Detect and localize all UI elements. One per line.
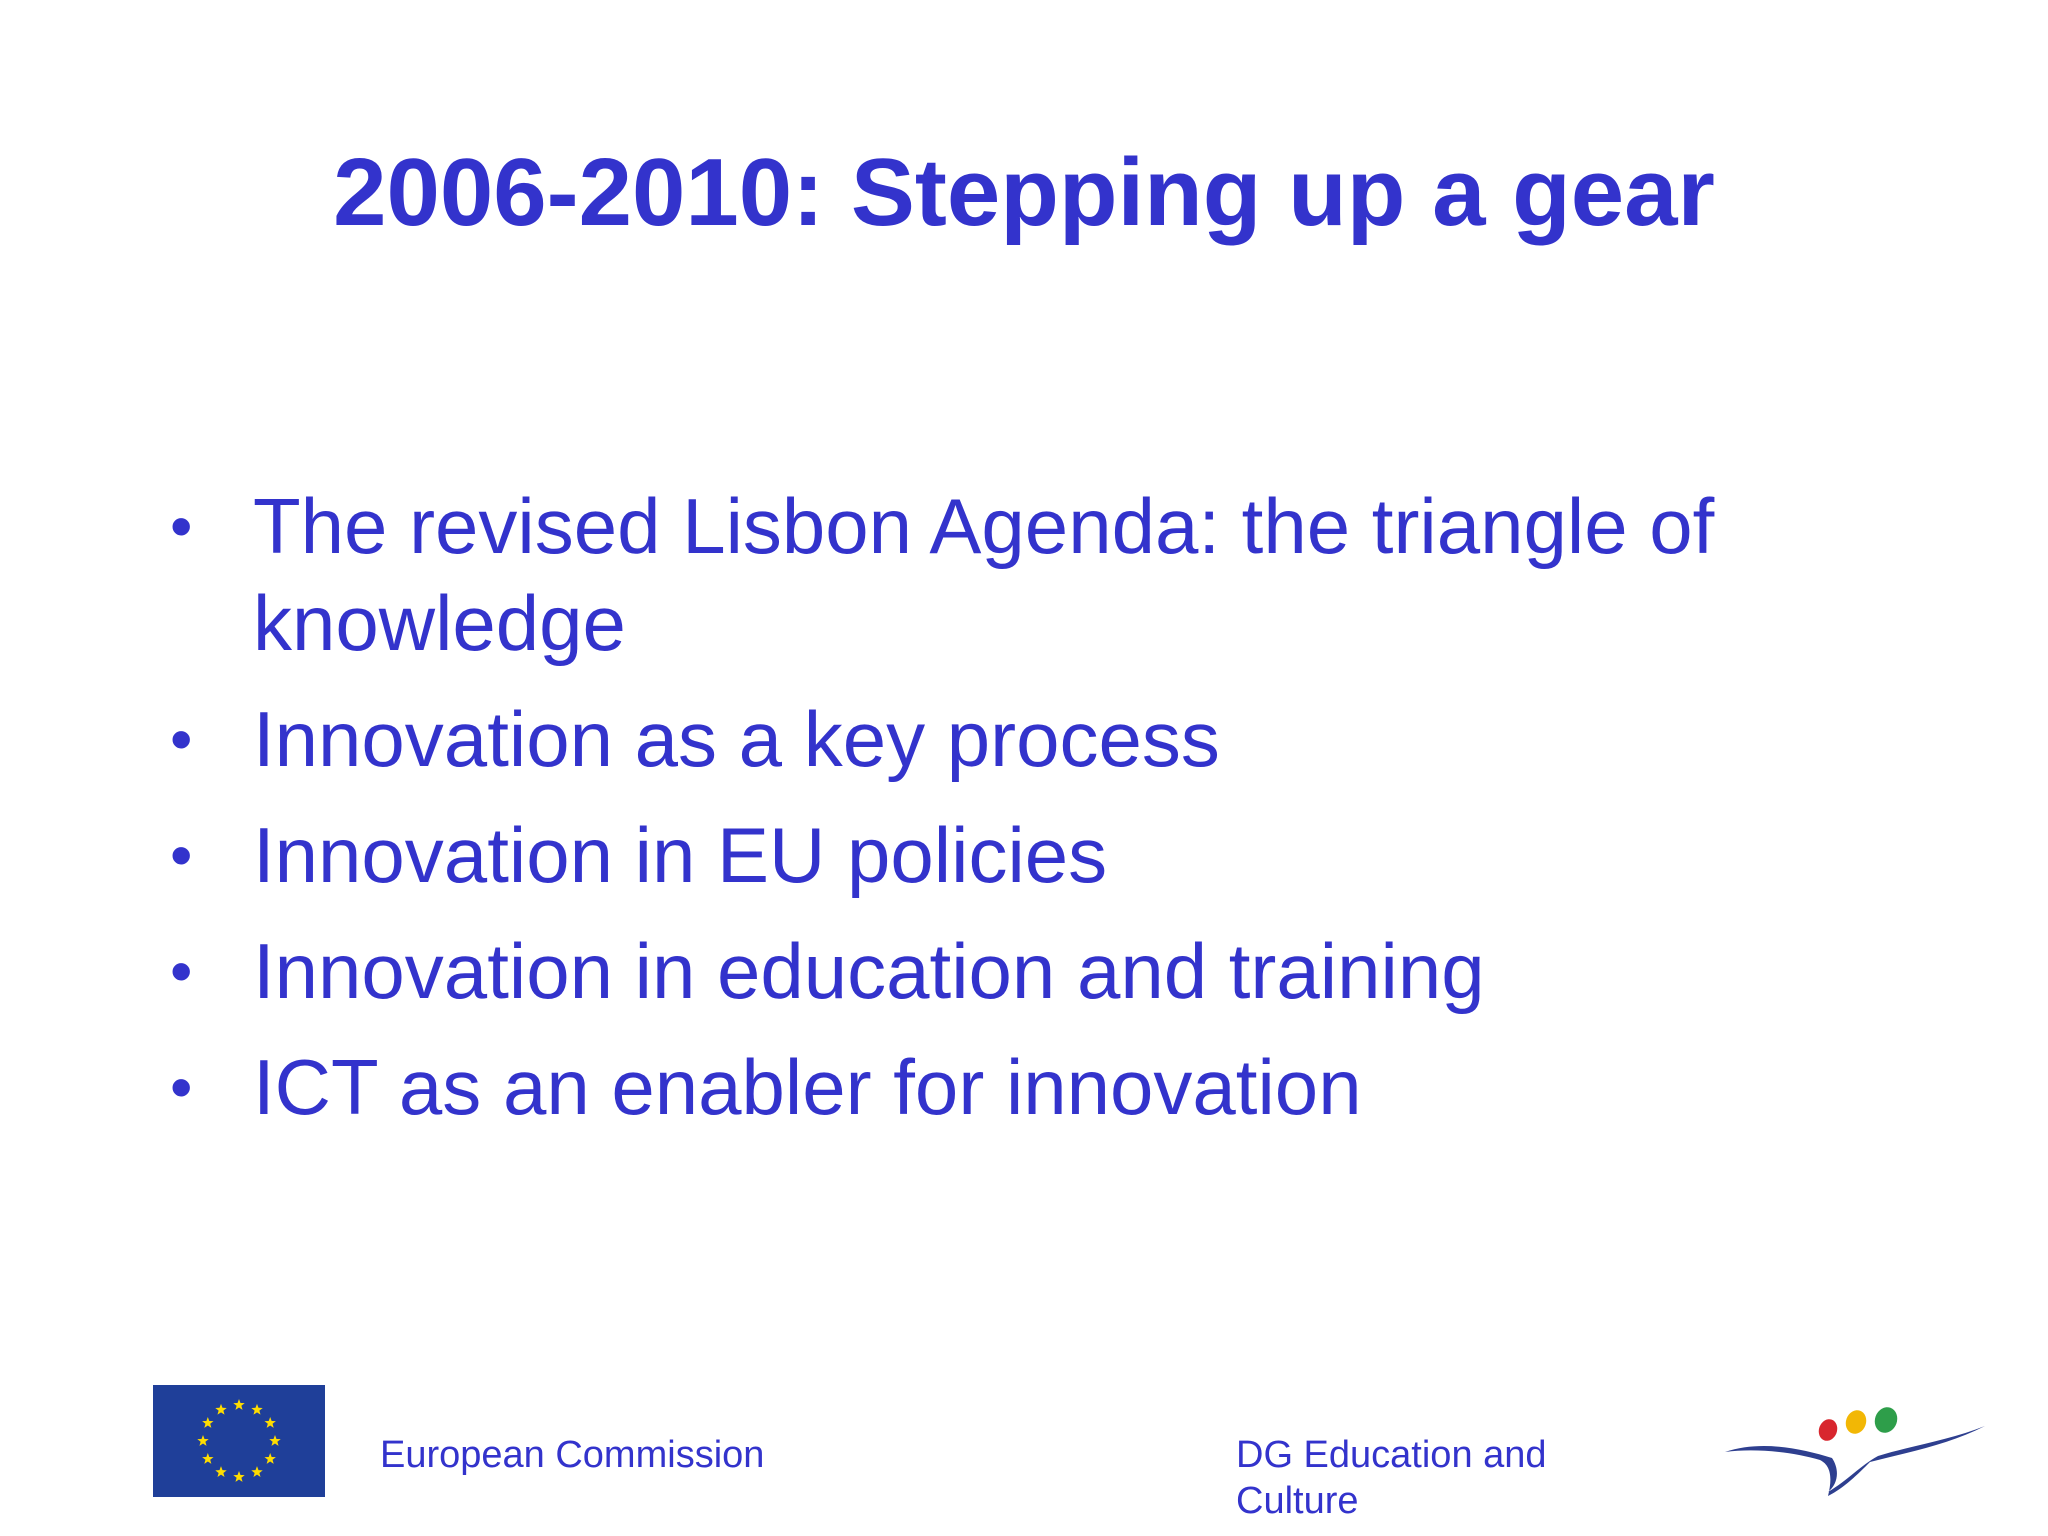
slide-title: 2006-2010: Stepping up a gear (333, 139, 1715, 246)
bullet-list (170, 478, 1870, 1155)
logo-red-dot (1816, 1417, 1840, 1444)
bullet-icon: • (170, 490, 193, 562)
eu-flag-icon (153, 1385, 325, 1497)
bullet-text: ICT as an enabler for innovation (253, 1043, 1362, 1131)
socrates-logo-icon (1720, 1400, 1990, 1500)
bullet-icon: • (170, 935, 193, 1007)
logo-green-dot (1871, 1404, 1901, 1436)
footer-department: DG Education and Culture (1236, 1434, 1547, 1522)
bullet-item (170, 807, 1870, 904)
footer-organization: European Commission (380, 1434, 765, 1476)
bullet-icon: • (170, 819, 193, 891)
bullet-text: The revised Lisbon Agenda: the triangle of knowledge (253, 482, 1715, 667)
bullet-text: Innovation as a key process (253, 695, 1220, 783)
bullet-item (170, 923, 1870, 1020)
bullet-item (170, 478, 1870, 672)
bullet-item (170, 691, 1870, 788)
logo-yellow-dot (1842, 1407, 1869, 1436)
bullet-icon: • (170, 1051, 193, 1123)
bullet-text: Innovation in EU policies (253, 811, 1108, 899)
bullet-item (170, 1039, 1870, 1136)
bullet-text: Innovation in education and training (253, 927, 1485, 1015)
bullet-icon: • (170, 703, 193, 775)
logo-swoosh (1725, 1426, 1985, 1496)
